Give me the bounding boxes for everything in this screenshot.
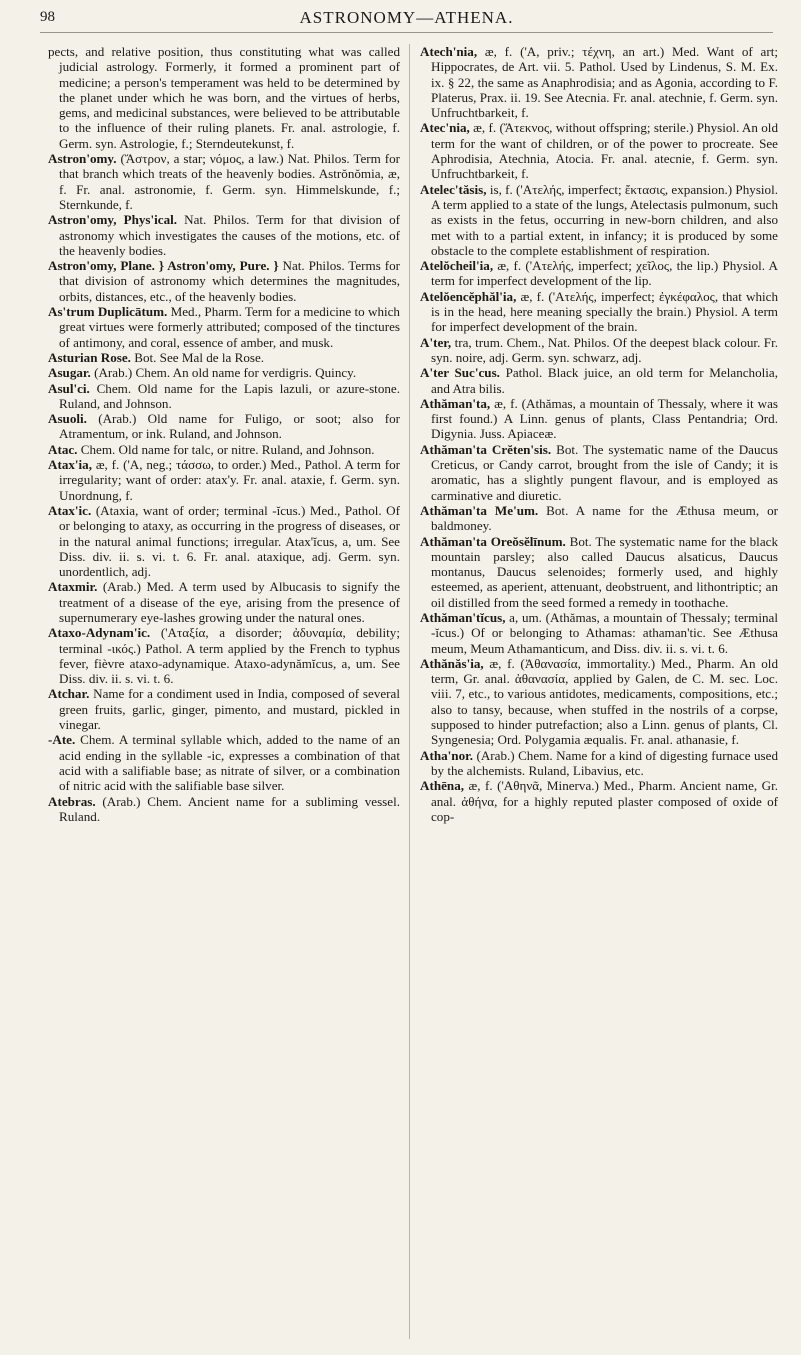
entry-headword: A'ter, — [420, 334, 452, 350]
entry-headword: -Ate. — [48, 732, 76, 748]
dictionary-entry — [420, 656, 778, 748]
entry-definition: (Arab.) Old name for Fuligo, or soot; also for Atramentum, or ink. Ruland, and Johnson. — [59, 411, 400, 442]
dictionary-entry — [48, 350, 400, 365]
entry-definition: Bot. A name for the Æthusa meum, or baldmoney. — [431, 502, 778, 534]
entry-headword: Astron'omy. — [48, 151, 117, 167]
left-column — [48, 44, 400, 824]
entry-headword: Atech'nia, — [420, 44, 478, 59]
entry-definition: Med., Pharm. Term for a medicine to which great virtues were formerly attributed; composed of the tinctures of antimony, and coral, essence of amber, and musk. — [59, 304, 400, 350]
entry-definition: æ, f. ('Ατελής, imperfect; χεῖλος, the lip.) Physiol. A term for imperfect development of the lip. — [431, 258, 778, 289]
entry-definition: Nat. Philos. Term for that division of astronomy which investigates the causes of the motions, etc. of the heavenly bodies. — [59, 212, 400, 258]
entry-definition: a, um. (Athămas, a mountain of Thessaly; terminal -ĭcus.) Of or belonging to Athamas: athaman'tic. See Æthusa meum, Meum Athamanticum, and Diss. div. ii. s. vi. t. 6. — [431, 609, 778, 656]
entry-headword: As'trum Duplicātum. — [48, 304, 168, 320]
entry-headword: Atac. — [48, 441, 78, 457]
entry-definition: æ, f. (Ἀθανασία, immortality.) Med., Pharm. An old term, Gr. anal. ἀθανασία, applied by Galen, de C. M. sec. Loc. viii. 7, etc., to various antidotes, medicaments, compositions, etc.; also to tansy, because, when stuffed in the nostrils of a corpse, supposed to hinder putrefaction; also a Linn. genus of plants, Cl. Syngenesia; Ord. Polygamia æqualis. Fr. anal. athanasie, f. — [431, 655, 778, 748]
entry-headword: Athăman'ta, — [420, 395, 491, 411]
dictionary-entry — [420, 182, 778, 258]
dictionary-entry — [48, 212, 400, 258]
dictionary-entry — [48, 686, 400, 732]
right-column — [420, 44, 778, 824]
entry-definition: (Arab.) Chem. An old name for verdigris. Quincy. — [94, 365, 357, 381]
dictionary-entry — [48, 794, 400, 825]
dictionary-entry — [420, 534, 778, 610]
entry-headword: Atelec'tăsis, — [420, 181, 487, 197]
entry-definition: ('Αταξία, a disorder; ἀδυναμία, debility; terminal -ικός.) Pathol. A term applied by the French to typhus fever, fièvre ataxo-adynamique. Ataxo-adynămĭcus, a, um. See Diss. div. ii. s. vi. t. 6. — [59, 625, 400, 687]
dictionary-entry — [48, 365, 400, 380]
entry-headword: Athănăs'ia, — [420, 655, 484, 671]
dictionary-entry — [420, 442, 778, 503]
dictionary-entry — [420, 748, 778, 779]
dictionary-entry — [48, 151, 400, 212]
dictionary-entry — [420, 778, 778, 824]
dictionary-entry — [48, 457, 400, 503]
dictionary-entry — [420, 44, 778, 120]
entry-headword: Atec'nia, — [420, 120, 470, 136]
dictionary-entry — [48, 503, 400, 579]
dictionary-entry — [420, 335, 778, 366]
dictionary-entry — [48, 44, 400, 151]
entry-headword: Atelŏencĕphăl'ia, — [420, 288, 517, 304]
entry-headword: Atha'nor. — [420, 747, 473, 763]
dictionary-entry — [48, 304, 400, 350]
entry-headword: Athăman'tĭcus, — [420, 609, 506, 625]
entry-headword: Asul'ci. — [48, 380, 90, 396]
dictionary-entry — [48, 442, 400, 457]
entry-headword: Atelŏcheil'ia, — [420, 258, 494, 274]
entry-definition: æ, f. ('A, neg.; τάσσω, to order.) Med., Pathol. A term for irregularity; want of order: atax'y. Fr. anal. ataxie, f. Germ. syn. Unordnung, f. — [59, 457, 400, 503]
entry-definition: pects, and relative position, thus constituting what was called judicial astrology. Formerly, it formed a prominent part of medicine; a person's temperament was held to be determined by the planet under which he was born, and the virtues of herbs, gems, and medicinal substances, were believed to be attributable to the influence of their ruling planets. Fr. anal. astrologie, f. Germ. syn. Astrologie, f.; Sterndeutekunst, f. — [48, 44, 400, 151]
entry-definition: (Arab.) Chem. Name for a kind of digesting furnace used by the alchemists. Ruland, Libavius, etc. — [431, 747, 778, 778]
entry-definition: (Arab.) Med. A term used by Albucasis to signify the treatment of a disease of the eye, arising from the presence of supernumerary eye-lashes growing under the natural ones. — [59, 579, 400, 625]
entry-definition: æ, f. (Athămas, a mountain of Thessaly, where it was first found.) A Linn. genus of plants, Class Pentandria; Ord. Digynia. Juss. Apiaceæ. — [431, 395, 778, 442]
entry-headword: Atebras. — [48, 793, 96, 809]
entry-definition: æ, f. ('A, priv.; τέχνη, an art.) Med. Want of art; Hippocrates, de Art. vii. 5. Pathol. Used by Lindenus, S. M. Ex. ix. § 22, the same as Anaphrodisia; and as Agonia, according to F. Platerus, Prax. ii. 19. See Atecnia. Fr. anal. atechnie, f. Germ. syn. Unfruchtbarkeit, f. — [431, 44, 778, 121]
dictionary-entry — [420, 289, 778, 335]
entry-headword: Athăman'ta Me'um. — [420, 502, 539, 518]
entry-headword: Atchar. — [48, 686, 90, 702]
entry-headword: Athăman'ta Crĕten'sis. — [420, 441, 552, 457]
dictionary-entry — [420, 503, 778, 534]
dictionary-entry — [48, 381, 400, 412]
entry-definition: Bot. The systematic name of the Daucus Creticus, or Candy carrot, brought from the isle of Candy; it is aromatic, has a slightly pungent flavour, and is employed as carminative and diuretic. — [431, 441, 778, 503]
dictionary-entry — [420, 396, 778, 442]
dictionary-entry — [420, 120, 778, 181]
entry-definition: Pathol. Black juice, an old term for Melancholia, and Atra bilis. — [431, 365, 779, 396]
dictionary-entry — [48, 258, 400, 304]
entry-definition: æ, f. ('Αθηνᾶ, Minerva.) Med., Pharm. Ancient name, Gr. anal. ἀθήνα, for a highly reputed plaster composed of oxide of cop- — [431, 778, 778, 824]
page-header — [40, 6, 773, 33]
entry-headword: Ataxo-Adynam'ic. — [48, 625, 151, 641]
entry-headword: Ataxmir. — [48, 579, 98, 595]
running-head: ASTRONOMY—ATHENA. — [299, 8, 514, 27]
entry-definition: tra, trum. Chem., Nat. Philos. Of the deepest black colour. Fr. syn. noire, adj. Germ. syn. schwarz, adj. — [431, 334, 778, 365]
entry-headword: Athăman'ta Oreŏsĕlīnum. — [420, 533, 566, 549]
entry-headword: Asturian Rose. — [48, 349, 131, 365]
entry-definition: Bot. See Mal de la Rose. — [134, 349, 265, 365]
entry-headword: Astron'omy, Plane. } Astron'omy, Pure. } — [48, 258, 279, 274]
entry-definition: Bot. The systematic name for the black mountain parsley; also called Daucus alsaticus, Daucus montanus, Daucus selenoides; formerly used, and highly esteemed, as aperient, attenuant, deobstruent, and lithontriptic; an oil distilled from the seed formed a remedy in toothache. — [431, 533, 778, 610]
dictionary-entry — [420, 258, 778, 289]
dictionary-entry — [48, 579, 400, 625]
entry-headword: Astron'omy, Phys'ical. — [48, 212, 178, 228]
column-divider — [409, 44, 410, 1339]
entry-definition: Name for a condiment used in India, composed of several green fruits, garlic, ginger, pimento, and mustard, pickled in vinegar. — [59, 686, 400, 733]
dictionary-entry — [420, 610, 778, 656]
entry-headword: A'ter Suc'cus. — [420, 365, 500, 381]
entry-definition: æ, f. ('Ατελής, imperfect; ἐγκέφαλος, that which is in the head, here meaning specially the brain.) Physiol. A term for imperfect development of the brain. — [431, 288, 779, 335]
dictionary-entry — [48, 625, 400, 686]
entry-definition: Chem. Old name for the Lapis lazuli, or azure-stone. Ruland, and Johnson. — [59, 380, 401, 411]
dictionary-entry — [48, 732, 400, 793]
entry-definition: (Ataxia, want of order; terminal -ĭcus.) Med., Pathol. Of or belonging to ataxy, as occurring in the progress of diseases, or in the natural animal functions; irregular. Atax'ĭcus, a, um. See Diss. div. ii. s. vi. t. 6. Fr. anal. ataxique, adj. Germ. syn. unordentlich, adj. — [59, 502, 400, 580]
entry-headword: Asugar. — [48, 365, 91, 381]
page-number: 98 — [40, 9, 55, 25]
entry-headword: Asuoli. — [48, 411, 87, 427]
entry-definition: Nat. Philos. Terms for that division of astronomy which determines the magnitudes, orbits, distances, etc., of the heavenly bodies. — [59, 258, 400, 304]
dictionary-entry — [420, 365, 778, 396]
entry-definition: (Ἄστρον, a star; νόμος, a law.) Nat. Philos. Term for that branch which treats of the heavenly bodies. Astrŏnŏmia, æ, f. Fr. anal. astronomie, f. Germ. syn. Himmelskunde, f.; Sternkunde, f. — [59, 151, 400, 212]
entry-definition: is, f. ('Ατελής, imperfect; ἔκτασις, expansion.) Physiol. A term applied to a state of the lungs, Atelectasis pulmonum, such as exists in the fetus, occurring in new-born children, and also met with to a partial extent, in infancy; it is produced by some obstacle to the complete establishment of respiration. — [431, 181, 779, 258]
entry-definition: (Arab.) Chem. Ancient name for a subliming vessel. Ruland. — [59, 793, 400, 824]
entry-definition: Chem. A terminal syllable which, added to the name of an acid ending in the syllable -ic, expresses a combination of that acid with a salifiable base; as nitrate of silver, or a combination of nitric acid with the salifiable base silver. — [59, 732, 400, 794]
entry-headword: Athēna, — [420, 778, 465, 794]
entry-headword: Atax'ic. — [48, 502, 92, 518]
entry-definition: æ, f. (Ἄτεκνος, without offspring; sterile.) Physiol. An old term for the want of children, or of the power to procreate. See Aphrodisia, Atechnia, Atocia. Fr. anal. atecnie, f. Germ. syn. Unfruchtbarkeit, f. — [431, 120, 778, 182]
entry-definition: Chem. Old name for talc, or nitre. Ruland, and Johnson. — [80, 441, 375, 457]
dictionary-entry — [48, 411, 400, 442]
entry-headword: Atax'ia, — [48, 457, 93, 473]
